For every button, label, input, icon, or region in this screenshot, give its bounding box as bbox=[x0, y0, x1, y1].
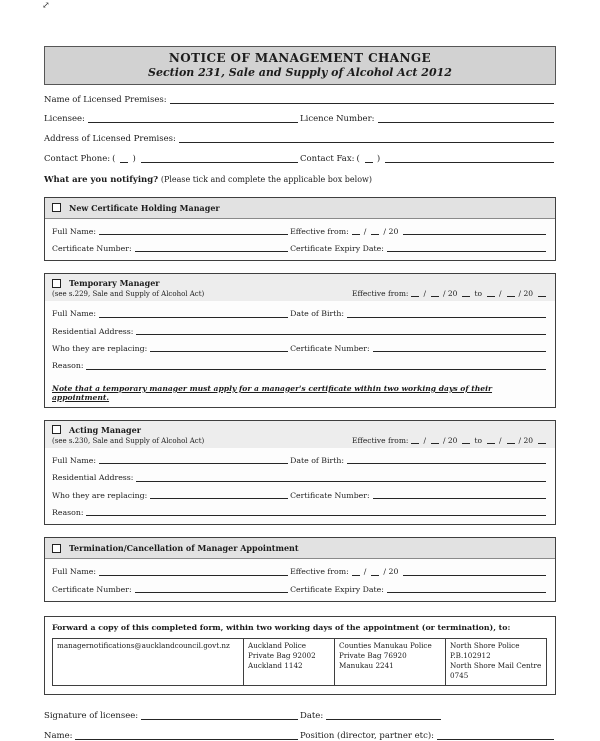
certificate-number-label: Certificate Number: bbox=[290, 490, 370, 500]
termination-title: Termination/Cancellation of Manager Appointment bbox=[69, 543, 299, 554]
date-of-birth-label: Date of Birth: bbox=[290, 455, 344, 465]
date-slash: / bbox=[363, 226, 367, 236]
date-year-prefix: / 20 bbox=[443, 289, 458, 299]
fax-input-line[interactable] bbox=[385, 159, 554, 163]
date-year-prefix: / 20 bbox=[518, 289, 533, 299]
full-name-input-line[interactable] bbox=[99, 460, 288, 464]
address-line: Manukau 2241 bbox=[339, 661, 394, 671]
new-cert-number-row bbox=[52, 244, 548, 253]
temporary-header-left bbox=[52, 278, 204, 298]
new-cert-checkbox[interactable] bbox=[52, 203, 61, 212]
temporary-effective-group bbox=[352, 289, 548, 298]
date-slash: / bbox=[499, 435, 502, 445]
licensee-input-line[interactable] bbox=[88, 119, 298, 123]
temporary-title: Temporary Manager bbox=[69, 278, 160, 289]
date-label: Date: bbox=[300, 711, 324, 722]
full-name-label: Full Name: bbox=[52, 455, 97, 465]
new-cert-header bbox=[45, 198, 555, 219]
temporary-manager-note: Note that a temporary manager must apply for a manager's certificate within two working days of their appointment. bbox=[52, 383, 493, 402]
section-termination bbox=[44, 537, 556, 602]
signature-input-line[interactable] bbox=[141, 716, 298, 720]
temporary-header bbox=[45, 274, 555, 301]
signature-row bbox=[44, 711, 556, 721]
fax-group bbox=[300, 154, 556, 164]
full-name-input-line[interactable] bbox=[99, 314, 288, 318]
temporary-subtitle: (see s.229, Sale and Supply of Alcohol Act) bbox=[52, 290, 205, 299]
phone-area-line[interactable] bbox=[120, 159, 128, 163]
date-input-line[interactable] bbox=[326, 716, 441, 720]
licensee-label: Licensee: bbox=[44, 114, 85, 125]
replacing-input-line[interactable] bbox=[150, 495, 288, 499]
new-cert-body bbox=[45, 227, 555, 261]
date-year-prefix: / 20 bbox=[443, 435, 458, 445]
full-name-label: Full Name: bbox=[52, 567, 97, 577]
date-of-birth-label: Date of Birth: bbox=[290, 309, 344, 319]
address-line: Counties Manukau Police bbox=[339, 640, 432, 650]
licensee-group bbox=[44, 114, 300, 124]
licence-number-label: Licence Number: bbox=[300, 114, 375, 125]
effective-from-label: Effective from: bbox=[352, 435, 409, 445]
effective-to-year-line[interactable] bbox=[538, 440, 546, 444]
acting-title: Acting Manager bbox=[69, 424, 141, 435]
forward-address-table bbox=[52, 638, 547, 686]
date-slash: / bbox=[499, 289, 502, 299]
reason-label: Reason: bbox=[52, 507, 84, 517]
effective-day-line[interactable] bbox=[411, 293, 419, 297]
acting-header bbox=[45, 421, 555, 448]
phone-input-line[interactable] bbox=[141, 159, 298, 163]
section-acting-manager bbox=[44, 420, 556, 525]
date-of-birth-input-line[interactable] bbox=[347, 460, 546, 464]
address-line: Auckland 1142 bbox=[248, 661, 303, 671]
address-line: North Shore Police bbox=[450, 640, 520, 650]
date-slash: / bbox=[363, 567, 367, 577]
effective-day-line[interactable] bbox=[352, 231, 360, 235]
forward-heading: Forward a copy of this completed form, within two working days of the appointment (or termination), to: bbox=[52, 622, 511, 632]
effective-year-line[interactable] bbox=[462, 293, 470, 297]
forward-section bbox=[44, 616, 556, 695]
phone-paren-close: ) bbox=[132, 153, 136, 164]
address-line: 0745 bbox=[450, 671, 469, 681]
acting-subtitle: (see s.230, Sale and Supply of Alcohol Act) bbox=[52, 436, 205, 445]
address-line: North Shore Mail Centre bbox=[450, 661, 542, 671]
residential-address-input-line[interactable] bbox=[136, 331, 546, 335]
date-year-prefix: / 20 bbox=[518, 435, 533, 445]
reason-input-line[interactable] bbox=[86, 366, 546, 370]
acting-body bbox=[45, 456, 555, 524]
reason-label: Reason: bbox=[52, 361, 84, 371]
licence-number-input-line[interactable] bbox=[378, 119, 555, 123]
temporary-body bbox=[45, 309, 555, 377]
residential-address-label: Residential Address: bbox=[52, 473, 134, 483]
reason-input-line[interactable] bbox=[86, 512, 546, 516]
effective-day-line[interactable] bbox=[411, 440, 419, 444]
forward-email-cell: managernotifications@aucklandcouncil.govt.nz bbox=[53, 638, 244, 685]
certificate-number-input-line[interactable] bbox=[135, 589, 289, 593]
form-title: NOTICE OF MANAGEMENT CHANGE bbox=[168, 51, 432, 65]
effective-year-line[interactable] bbox=[403, 231, 546, 235]
name-position-row bbox=[44, 731, 556, 741]
full-name-label: Full Name: bbox=[52, 226, 97, 236]
notify-question: What are you notifying? bbox=[44, 174, 159, 185]
notify-instruction: (Please tick and complete the applicable box below) bbox=[160, 174, 372, 184]
licensee-row bbox=[44, 114, 556, 124]
acting-checkbox[interactable] bbox=[52, 425, 61, 434]
address-row bbox=[44, 134, 556, 144]
certificate-expiry-input-line[interactable] bbox=[387, 589, 546, 593]
date-to: to bbox=[474, 289, 482, 299]
form-header bbox=[44, 46, 556, 85]
certificate-expiry-label: Certificate Expiry Date: bbox=[290, 584, 384, 594]
phone-label: Contact Phone: bbox=[44, 153, 111, 164]
termination-body bbox=[45, 567, 555, 601]
address-line: P.B.102912 bbox=[450, 650, 491, 660]
contact-row bbox=[44, 154, 556, 164]
effective-from-label: Effective from: bbox=[290, 567, 349, 577]
certificate-expiry-label: Certificate Expiry Date: bbox=[290, 244, 384, 254]
effective-year-line[interactable] bbox=[403, 572, 546, 576]
date-slash: / bbox=[423, 289, 426, 299]
address-line: Private Bag 92002 bbox=[248, 650, 316, 660]
fax-area-line[interactable] bbox=[365, 159, 373, 163]
residential-address-label: Residential Address: bbox=[52, 326, 134, 336]
full-name-label: Full Name: bbox=[52, 309, 97, 319]
date-slash: / bbox=[423, 435, 426, 445]
effective-from-label: Effective from: bbox=[290, 226, 349, 236]
acting-header-left bbox=[52, 425, 204, 445]
certificate-number-label: Certificate Number: bbox=[290, 344, 370, 354]
fax-paren-close: ) bbox=[376, 153, 381, 164]
date-year-prefix: / 20 bbox=[383, 226, 399, 236]
notify-question-row bbox=[44, 175, 556, 185]
certificate-expiry-input-line[interactable] bbox=[387, 248, 546, 252]
forward-counties-cell bbox=[335, 638, 446, 685]
residential-address-input-line[interactable] bbox=[136, 478, 546, 482]
footer-signature-block bbox=[44, 711, 556, 741]
effective-month-line[interactable] bbox=[431, 293, 439, 297]
date-year-prefix: / 20 bbox=[383, 567, 399, 577]
effective-year-line[interactable] bbox=[462, 440, 470, 444]
full-name-input-line[interactable] bbox=[99, 572, 288, 576]
new-cert-title: New Certificate Holding Manager bbox=[69, 202, 220, 213]
section-temporary-manager bbox=[44, 273, 556, 407]
licence-number-group bbox=[300, 114, 556, 124]
certificate-number-input-line[interactable] bbox=[135, 248, 289, 252]
phone-group bbox=[44, 154, 300, 164]
position-label: Position (director, partner etc): bbox=[300, 730, 435, 741]
forward-northshore-cell bbox=[446, 638, 547, 685]
address-input-line[interactable] bbox=[179, 139, 554, 143]
acting-effective-group bbox=[352, 436, 548, 445]
effective-month-line[interactable] bbox=[371, 572, 379, 576]
form-subtitle: Section 231, Sale and Supply of Alcohol Act 2012 bbox=[148, 66, 452, 79]
replacing-label: Who they are replacing: bbox=[52, 490, 148, 500]
effective-to-day-line[interactable] bbox=[487, 293, 495, 297]
effective-to-month-line[interactable] bbox=[507, 293, 515, 297]
effective-month-line[interactable] bbox=[371, 231, 379, 235]
termination-checkbox[interactable] bbox=[52, 544, 61, 553]
certificate-number-input-line[interactable] bbox=[373, 348, 546, 352]
address-label: Address of Licensed Premises: bbox=[44, 133, 176, 144]
date-of-birth-input-line[interactable] bbox=[347, 314, 546, 318]
replacing-label: Who they are replacing: bbox=[52, 344, 148, 354]
name-label: Name: bbox=[44, 730, 73, 741]
forward-auckland-cell bbox=[244, 638, 335, 685]
premises-row bbox=[44, 95, 556, 105]
expand-arrows-icon: ⤢ bbox=[42, 1, 50, 11]
signature-label: Signature of licensee: bbox=[44, 711, 139, 722]
phone-paren-open: ( bbox=[112, 153, 116, 164]
name-input-line[interactable] bbox=[75, 736, 298, 740]
termination-header bbox=[45, 538, 555, 559]
effective-to-year-line[interactable] bbox=[538, 293, 546, 297]
replacing-input-line[interactable] bbox=[150, 348, 288, 352]
effective-day-line[interactable] bbox=[352, 572, 360, 576]
effective-to-day-line[interactable] bbox=[487, 440, 495, 444]
address-line: Auckland Police bbox=[248, 640, 307, 650]
effective-to-month-line[interactable] bbox=[507, 440, 515, 444]
position-input-line[interactable] bbox=[437, 736, 554, 740]
forward-address-row bbox=[53, 638, 547, 685]
premises-input-line[interactable] bbox=[170, 100, 554, 104]
certificate-number-label: Certificate Number: bbox=[52, 244, 132, 254]
address-line: Private Bag 76920 bbox=[339, 650, 407, 660]
section-new-certificate-manager bbox=[44, 197, 556, 262]
new-cert-name-row bbox=[52, 227, 548, 236]
full-name-input-line[interactable] bbox=[99, 231, 288, 235]
effective-month-line[interactable] bbox=[431, 440, 439, 444]
premises-label: Name of Licensed Premises: bbox=[44, 94, 167, 105]
certificate-number-input-line[interactable] bbox=[373, 495, 546, 499]
fax-label: Contact Fax: bbox=[300, 153, 355, 164]
fax-paren-open: ( bbox=[356, 153, 360, 164]
effective-from-label: Effective from: bbox=[352, 289, 409, 299]
date-to: to bbox=[474, 435, 482, 445]
certificate-number-label: Certificate Number: bbox=[52, 584, 132, 594]
temporary-checkbox[interactable] bbox=[52, 279, 61, 288]
